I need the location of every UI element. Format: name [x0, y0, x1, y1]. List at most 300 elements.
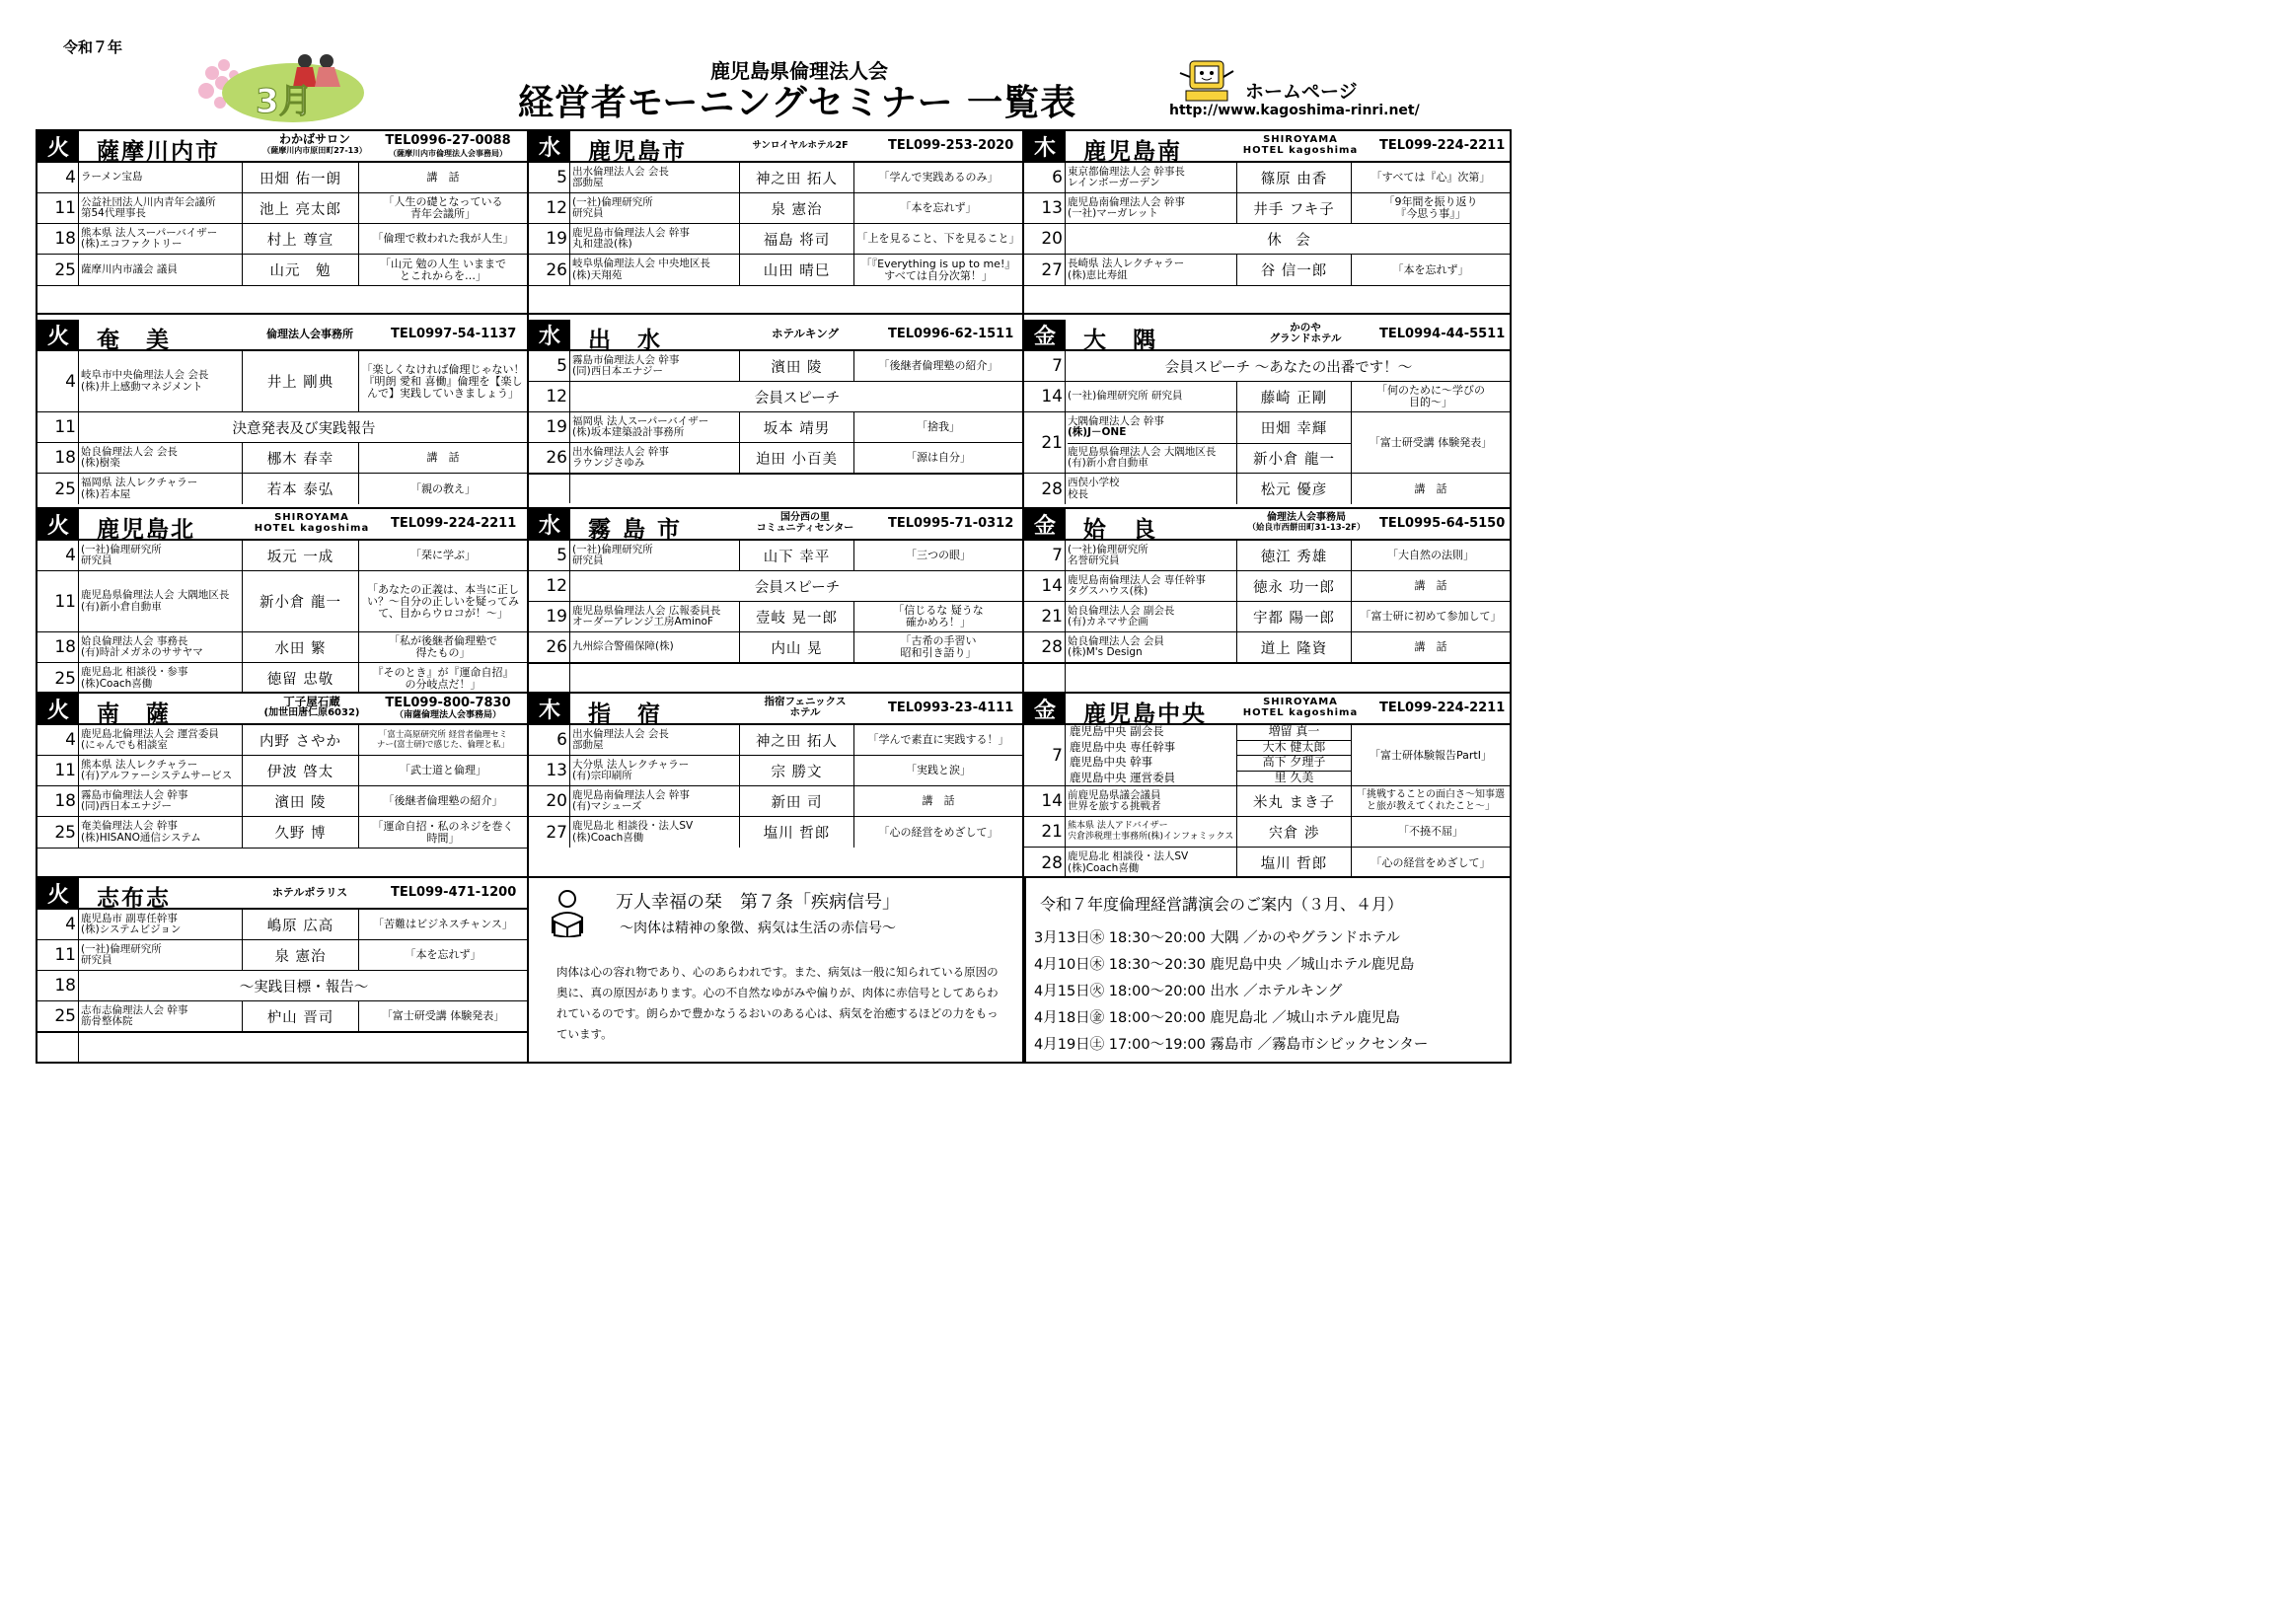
- org-line: 姶良倫理法人会 会長: [81, 445, 178, 458]
- speaker-org: [81, 663, 243, 694]
- org-line: (株)若本屋: [81, 487, 131, 500]
- speaker-name: 村上 尊宣: [243, 224, 359, 254]
- date-number: 18: [37, 224, 79, 254]
- org-line: 研究員: [81, 954, 112, 966]
- org-line: 鹿児島中央 運営委員: [1070, 771, 1176, 784]
- talk-title: 「不撓不屈」: [1398, 825, 1463, 838]
- speaker-name: 徳留 忠敬: [243, 663, 359, 694]
- section-header: [37, 509, 527, 541]
- section-header: [1024, 694, 1510, 725]
- title-line: すべては自分次第！」: [884, 268, 993, 282]
- date-number: 21: [1024, 602, 1066, 631]
- title-line: 講 話: [426, 171, 460, 184]
- speaker-org: [81, 193, 243, 223]
- sub-row: [1068, 443, 1352, 474]
- date-number: 20: [1024, 224, 1066, 254]
- talk-title: [359, 163, 527, 192]
- section-header: [37, 878, 527, 910]
- talk-title: 「親の教え」: [410, 481, 476, 495]
- title-line: 「山元 勉の人生 いままで: [380, 257, 506, 270]
- speaker-name: 新小倉 龍一: [1237, 444, 1352, 474]
- section-header: [1024, 509, 1510, 541]
- org-line: 出水倫理法人会 会長: [572, 165, 669, 178]
- full-row-text: 会員スピーチ ～あなたの出番です！～: [1164, 359, 1413, 376]
- date-number: 11: [37, 756, 79, 785]
- lecture-item: 4月19日㊏ 17:00～19:00 霧島市 ／霧島市シビックセンター: [1034, 1037, 1429, 1053]
- weekday-badge: 木: [1024, 131, 1066, 161]
- table-row: [1024, 382, 1510, 412]
- title-line: て、目からウロコが！～」: [378, 606, 508, 620]
- org-line: 宍倉渉税理士事務所(株)インフォミックス: [1068, 832, 1234, 842]
- date-number: 4: [37, 725, 79, 755]
- org-line: 姶良倫理法人会 会員: [1068, 634, 1164, 647]
- venue-line: （姶良市西餅田町31-13-2F）: [1247, 523, 1366, 533]
- talk-title: [1352, 786, 1510, 816]
- weekday-badge: 金: [1024, 694, 1066, 723]
- date-number: 20: [529, 786, 570, 816]
- talk-title: 「富士研に初めて参加して」: [1360, 610, 1502, 623]
- talk-title: [359, 193, 527, 223]
- weekday-badge: 火: [37, 509, 79, 539]
- speaker-org: [81, 474, 243, 504]
- speaker-name: 道上 隆資: [1237, 632, 1352, 662]
- title-line: 青年会議所」: [410, 207, 476, 220]
- branch-name: 姶 良: [1083, 517, 1157, 543]
- title-line: の分岐点だ！」: [405, 677, 481, 691]
- title-line: 「富士高原研究所 経営者倫理セミ: [378, 730, 508, 740]
- speaker-name: 久野 博: [243, 817, 359, 848]
- date-number: 21: [1024, 412, 1066, 473]
- talk-title: 「苦難はビジネスチャンス」: [373, 918, 513, 930]
- org-line: 姶良倫理法人会 副会長: [1068, 604, 1175, 617]
- org-line: 鹿児島県倫理法人会 広報委員長: [572, 604, 721, 617]
- speaker-org: [81, 351, 243, 411]
- session-rows: [529, 541, 1022, 693]
- date-number: 11: [37, 412, 79, 442]
- title-line: 「あなたの正義は、本当に正し: [367, 582, 519, 596]
- speaker-org: [1068, 817, 1237, 847]
- section-izumi: [529, 320, 1022, 503]
- blank-row: [529, 663, 1022, 693]
- date-number: 18: [37, 632, 79, 662]
- table-row: [37, 193, 527, 224]
- tel-note: （薩摩川内市倫理法人会事務局）: [389, 149, 507, 158]
- venue-line: 丁子屋石蔵: [283, 695, 340, 708]
- title-line: 「私が後継者倫理塾で: [389, 634, 497, 647]
- table-row: [37, 255, 527, 285]
- session-rows: [37, 163, 527, 285]
- speaker-name: 新小倉 龍一: [243, 571, 359, 631]
- table-row: [1024, 474, 1510, 504]
- org-line: 鹿児島南倫理法人会 幹事: [572, 788, 690, 801]
- table-row: [1024, 255, 1510, 285]
- org-line: (一社)倫理研究所: [81, 942, 162, 955]
- org-line: (株)恵比寿組: [1068, 268, 1128, 281]
- speaker-name: 塩川 哲郎: [1237, 848, 1352, 878]
- tel-number: TEL0993-23-4111: [888, 701, 1014, 715]
- venue-line: SHIROYAMA: [274, 512, 349, 523]
- title-line: 「人生の礎となっている: [383, 195, 503, 208]
- org-line: 熊本県 法人レクチャラー: [81, 758, 198, 771]
- venue-line: HOTEL kagoshima: [1242, 145, 1359, 156]
- date-number: 26: [529, 632, 570, 662]
- session-rows: [37, 725, 527, 848]
- kotoba-subtitle: ～肉体は精神の象徴、病気は生活の赤信号～: [620, 921, 896, 936]
- org-line: (同)西日本エナジー: [572, 365, 663, 377]
- speaker-org: [572, 255, 740, 285]
- org-line: 薩摩川内市議会 議員: [81, 262, 178, 275]
- org-line: (株)Coach喜働: [81, 677, 153, 690]
- venue-line: 指宿フェニックス: [764, 696, 847, 707]
- table-row: [37, 786, 527, 817]
- section-header: [1024, 320, 1510, 351]
- table-row: [529, 725, 1022, 756]
- table-row: [529, 817, 1022, 848]
- date-number: 14: [1024, 571, 1066, 601]
- org-name: 鹿児島県倫理法人会: [710, 59, 888, 83]
- org-line: (株)M's Design: [1068, 646, 1143, 658]
- org-line: タグスハウス(株): [1068, 585, 1148, 597]
- branch-name: 大 隅: [1083, 328, 1157, 353]
- date-number: 11: [37, 940, 79, 970]
- table-row: [1024, 848, 1510, 878]
- session-rows: [529, 351, 1022, 503]
- org-line: (一社)倫理研究所: [81, 543, 162, 555]
- org-line: 鹿児島北 相談役・参事: [81, 666, 188, 678]
- org-line: 熊本県 法人スーパーバイザー: [81, 226, 218, 239]
- weekday-badge: 火: [37, 694, 79, 723]
- org-line: (一社)倫理研究所: [1068, 543, 1148, 555]
- org-line: 大分県 法人レクチャラー: [572, 758, 690, 771]
- talk-title: [359, 663, 527, 694]
- org-line: 研究員: [572, 554, 604, 566]
- speaker-name: 谷 信一郎: [1237, 255, 1352, 285]
- speaker-name: 福島 将司: [740, 224, 854, 254]
- full-row-text: 会員スピーチ: [754, 390, 841, 406]
- talk-title: 「後継者倫理塾の紹介」: [383, 794, 503, 807]
- talk-title: [1352, 382, 1510, 411]
- speaker-name: 宇都 陽一郎: [1237, 602, 1352, 631]
- org-line: 部動屋: [572, 177, 604, 188]
- speaker-org: [81, 163, 243, 192]
- table-row: [529, 224, 1022, 255]
- date-number: 12: [529, 571, 570, 601]
- title-line: とこれからを…」: [400, 268, 486, 282]
- tel-block: [379, 134, 517, 159]
- multi-org-list: [1068, 725, 1237, 785]
- tel-number: TEL0996-27-0088: [385, 133, 511, 148]
- section-header: [529, 320, 1022, 351]
- date-number: 7: [1024, 351, 1066, 381]
- org-line: (一社)倫理研究所: [572, 543, 653, 555]
- title-line: 『今思う事』」: [1395, 207, 1466, 220]
- weekday-badge: 火: [37, 320, 79, 349]
- homepage-url-link[interactable]: http://www.kagoshima-rinri.net/: [1169, 103, 1420, 118]
- venue: [260, 134, 369, 156]
- date-number: 25: [37, 255, 79, 285]
- org-line: ラーメン宝島: [81, 171, 143, 184]
- date-number: 18: [37, 971, 79, 1000]
- org-line: (株)システムビジョン: [81, 923, 182, 935]
- date-number: 27: [1024, 255, 1066, 285]
- speaker-name: 内野 さやか: [243, 725, 359, 755]
- table-row: [1024, 351, 1510, 382]
- weekday-badge: 水: [529, 509, 570, 539]
- speaker-org: [572, 817, 740, 848]
- table-row: [37, 571, 527, 632]
- lecture-title: 令和７年度倫理経営講演会のご案内（３月、４月）: [1040, 895, 1404, 914]
- speaker-org: [572, 443, 740, 473]
- full-row-text: 決意発表及び実践報告: [232, 420, 376, 437]
- title-line: ナー(富士研)で感じた、倫理と私」: [376, 740, 510, 750]
- speaker-name: 神之田 拓人: [740, 725, 854, 755]
- talk-title: 講 話: [1414, 579, 1447, 592]
- talk-title: 「栞に学ぶ」: [410, 549, 476, 561]
- section-kagoshima-minami: [1024, 131, 1510, 315]
- speaker-org: [1068, 255, 1237, 285]
- date-number: 25: [37, 474, 79, 504]
- speaker-name: 池上 亮太郎: [243, 193, 359, 223]
- speaker-org: [81, 541, 243, 570]
- org-line: ラウンジさゆみ: [572, 457, 645, 469]
- speaker-name: 徳江 秀雄: [1237, 541, 1352, 570]
- section-header: [37, 694, 527, 725]
- org-line: 岐阜市中央倫理法人会 会長: [81, 369, 209, 381]
- table-row: [37, 443, 527, 474]
- date-number: [529, 664, 570, 693]
- speaker-name: 内山 晃: [740, 632, 854, 662]
- talk-title: 「富士研受講 体験発表」: [381, 1009, 505, 1022]
- tel-number: TEL099-800-7830: [385, 696, 511, 710]
- speaker-name: 田畑 幸輝: [1237, 412, 1352, 443]
- date-number: 14: [1024, 786, 1066, 816]
- table-row: [37, 756, 527, 786]
- lecture-item: 3月13日㊍ 18:30～20:00 大隅 ／かのやグランドホテル: [1034, 930, 1400, 946]
- talk-title: 「捨我」: [917, 420, 960, 433]
- homepage-label: ホームページ: [1245, 81, 1358, 103]
- org-line: (有)時計メガネのササヤマ: [81, 646, 203, 658]
- branch-name: 鹿児島北: [97, 517, 195, 543]
- section-header: [529, 131, 1022, 163]
- session-rows: [37, 910, 527, 1062]
- speaker-name: 井手 フキ子: [1237, 193, 1352, 223]
- org-line: (株)天翔苑: [572, 268, 623, 281]
- table-row: [1024, 193, 1510, 224]
- date-number: 6: [1024, 163, 1066, 192]
- venue: [1239, 134, 1362, 156]
- org-line: (有)新小倉自動車: [1068, 457, 1148, 470]
- date-number: 13: [1024, 193, 1066, 223]
- branch-name: 霧 島 市: [588, 517, 683, 543]
- org-line: 部動屋: [572, 739, 604, 751]
- table-row: [1024, 725, 1510, 786]
- date-number: 11: [37, 571, 79, 631]
- speaker-org: [1068, 163, 1237, 192]
- speaker-org: [1068, 412, 1237, 443]
- org-line: 姶良倫理法人会 事務長: [81, 634, 188, 647]
- speaker-org: [572, 756, 740, 785]
- section-nansatsu: [37, 692, 527, 877]
- table-row: [529, 541, 1022, 571]
- speaker-name: 米丸 まき子: [1237, 786, 1352, 816]
- speaker-name: 徳永 功一郎: [1237, 571, 1352, 601]
- title-line: 「信じるな 疑うな: [893, 604, 984, 617]
- era-label: 令和７年: [63, 38, 123, 56]
- session-rows: [37, 351, 527, 504]
- date-number: [529, 475, 570, 503]
- talk-title: [854, 602, 1022, 631]
- talk-title: 「本を忘れず」: [405, 948, 481, 961]
- speaker-name: 山元 勉: [243, 255, 359, 285]
- title-line: 「何のために～学びの: [1376, 384, 1485, 397]
- speaker-org: [81, 224, 243, 254]
- date-number: [37, 1033, 79, 1062]
- reading-person-icon: [545, 888, 590, 937]
- org-line: 霧島市倫理法人会 幹事: [81, 788, 188, 801]
- org-line: 鹿児島市倫理法人会 幹事: [572, 226, 690, 239]
- speaker-name: 大木 健太郎: [1237, 741, 1351, 757]
- weekday-badge: 金: [1024, 509, 1066, 539]
- org-line: (にゃんでも相談室: [81, 739, 168, 751]
- table-row: [529, 571, 1022, 602]
- section-kagoshima-kita: [37, 507, 527, 694]
- talk-title: 講 話: [922, 794, 955, 807]
- title-line: 「楽しくなければ倫理じゃない！: [361, 362, 525, 376]
- weekday-badge: 火: [37, 131, 79, 161]
- speaker-name: 山下 幸平: [740, 541, 854, 570]
- speaker-name: 壹岐 晃一郎: [740, 602, 854, 631]
- org-line: 鹿児島県倫理法人会 大隅地区長: [1068, 445, 1217, 458]
- table-row: [1024, 224, 1510, 255]
- org-line: 第54代理事長: [81, 207, 146, 219]
- talk-title: 「実践と涙」: [906, 764, 971, 776]
- section-header: [37, 131, 527, 163]
- speaker-org: [572, 541, 740, 570]
- section-header: [1024, 131, 1510, 163]
- table-row: [529, 351, 1022, 382]
- speaker-name: 藤崎 正剛: [1237, 382, 1352, 411]
- venue-line: ホテル: [789, 706, 821, 718]
- speaker-name: 里 久美: [1274, 771, 1314, 784]
- table-row: [37, 163, 527, 193]
- speaker-name: 山田 晴巳: [740, 255, 854, 285]
- date-number: 12: [529, 382, 570, 411]
- venue-line: 倫理法人会事務局: [1267, 512, 1346, 523]
- talk-title: 「源は自分」: [906, 451, 971, 464]
- title-line: 「運命自招・私のネジを巻く: [372, 819, 514, 833]
- date-number: 7: [1024, 725, 1066, 785]
- talk-title: 「すべては『心』次第」: [1370, 171, 1491, 184]
- branch-name: 出 水: [588, 328, 662, 353]
- org-line: 長崎県 法人レクチャラー: [1068, 258, 1185, 269]
- section-header: [529, 694, 1022, 725]
- speaker-name: 宍倉 渉: [1237, 817, 1352, 847]
- table-row: [37, 910, 527, 940]
- org-line: (有)宗印刷所: [572, 770, 632, 781]
- org-line: 福岡県 法人スーパーバイザー: [572, 414, 709, 427]
- blank-row: [37, 848, 527, 877]
- date-number: 7: [1024, 541, 1066, 570]
- speaker-name: 篠原 由香: [1237, 163, 1352, 192]
- title-line: 『そのとき』が『運命自招』: [372, 665, 514, 679]
- speaker-org: [1068, 786, 1237, 816]
- speaker-name: 濱田 陵: [740, 351, 854, 381]
- venue: 倫理法人会事務所: [266, 328, 353, 340]
- table-row: [37, 632, 527, 663]
- org-line: 東京都倫理法人会 幹事長: [1068, 165, 1185, 178]
- venue: サンロイヤルホテル2F: [752, 140, 849, 151]
- org-line: レインボーガーデン: [1068, 177, 1160, 188]
- venue-line: SHIROYAMA: [1263, 134, 1338, 145]
- talk-title: 「後継者倫理塾の紹介」: [878, 359, 999, 372]
- lecture-item: 4月18日㊎ 18:00～20:00 鹿児島北 ／城山ホテル鹿児島: [1034, 1010, 1400, 1026]
- page-title: 経営者モーニングセミナー 一覧表: [517, 83, 1077, 123]
- session-rows: [529, 725, 1022, 848]
- org-line: (株)Coach喜働: [572, 831, 644, 844]
- speaker-name: 若本 泰弘: [243, 474, 359, 504]
- venue-line: わかばサロン: [278, 132, 350, 146]
- table-row: [529, 193, 1022, 224]
- table-row: [1024, 817, 1510, 848]
- org-line: (株)樹楽: [81, 457, 120, 469]
- venue-line: （薩摩川内市原田町27-13）: [262, 146, 367, 155]
- talk-title: 講 話: [426, 451, 460, 464]
- org-line: 鹿児島中央 副会長: [1070, 725, 1164, 738]
- table-row: [529, 412, 1022, 443]
- section-shibushi: [37, 876, 527, 1062]
- speaker-org: [81, 756, 243, 785]
- speaker-org: [1068, 602, 1237, 631]
- org-line: 九州綜合警備保障(株): [572, 640, 674, 653]
- org-line: 研究員: [81, 554, 112, 566]
- title-line: い？～自分の正しいを疑ってみ: [367, 594, 519, 608]
- speaker-org: [572, 725, 740, 755]
- speaker-org: [1068, 541, 1237, 570]
- org-line: 鹿児島市 副専任幹事: [81, 912, 178, 924]
- date-number: 19: [529, 224, 570, 254]
- branch-name: 鹿児島中央: [1083, 701, 1207, 727]
- speaker-name: 坂本 靖男: [740, 412, 854, 442]
- talk-title: 「学んで実践あるのみ」: [878, 171, 999, 184]
- session-rows: [37, 541, 527, 694]
- org-line: 研究員: [572, 207, 604, 219]
- speaker-org: [572, 786, 740, 816]
- date-number: 6: [529, 725, 570, 755]
- session-rows: [529, 163, 1022, 285]
- tel-number: TEL0996-62-1511: [888, 327, 1014, 341]
- date-number: 25: [37, 663, 79, 694]
- org-line: 校長: [1068, 487, 1088, 500]
- talk-title: 「本を忘れず」: [1392, 262, 1469, 276]
- section-kirishima: [529, 507, 1022, 693]
- speaker-name: 松元 優彦: [1237, 474, 1352, 504]
- date-number: 26: [529, 443, 570, 473]
- tel-number: TEL0995-71-0312: [888, 516, 1014, 531]
- full-row-text: ～実践目標・報告～: [239, 979, 369, 996]
- month-text: 3月: [256, 82, 313, 121]
- venue-line: SHIROYAMA: [1263, 697, 1338, 707]
- title-line: 「古希の手習い: [900, 634, 977, 647]
- table-row: [37, 1001, 527, 1032]
- speaker-org: [1068, 848, 1237, 878]
- venue-line: HOTEL kagoshima: [254, 523, 370, 534]
- branch-name: 奄 美: [97, 328, 171, 353]
- speaker-org: [572, 602, 740, 631]
- speaker-org: [81, 940, 243, 970]
- date-number: 14: [1024, 382, 1066, 411]
- section-header: [37, 320, 527, 351]
- speaker-org: [81, 443, 243, 473]
